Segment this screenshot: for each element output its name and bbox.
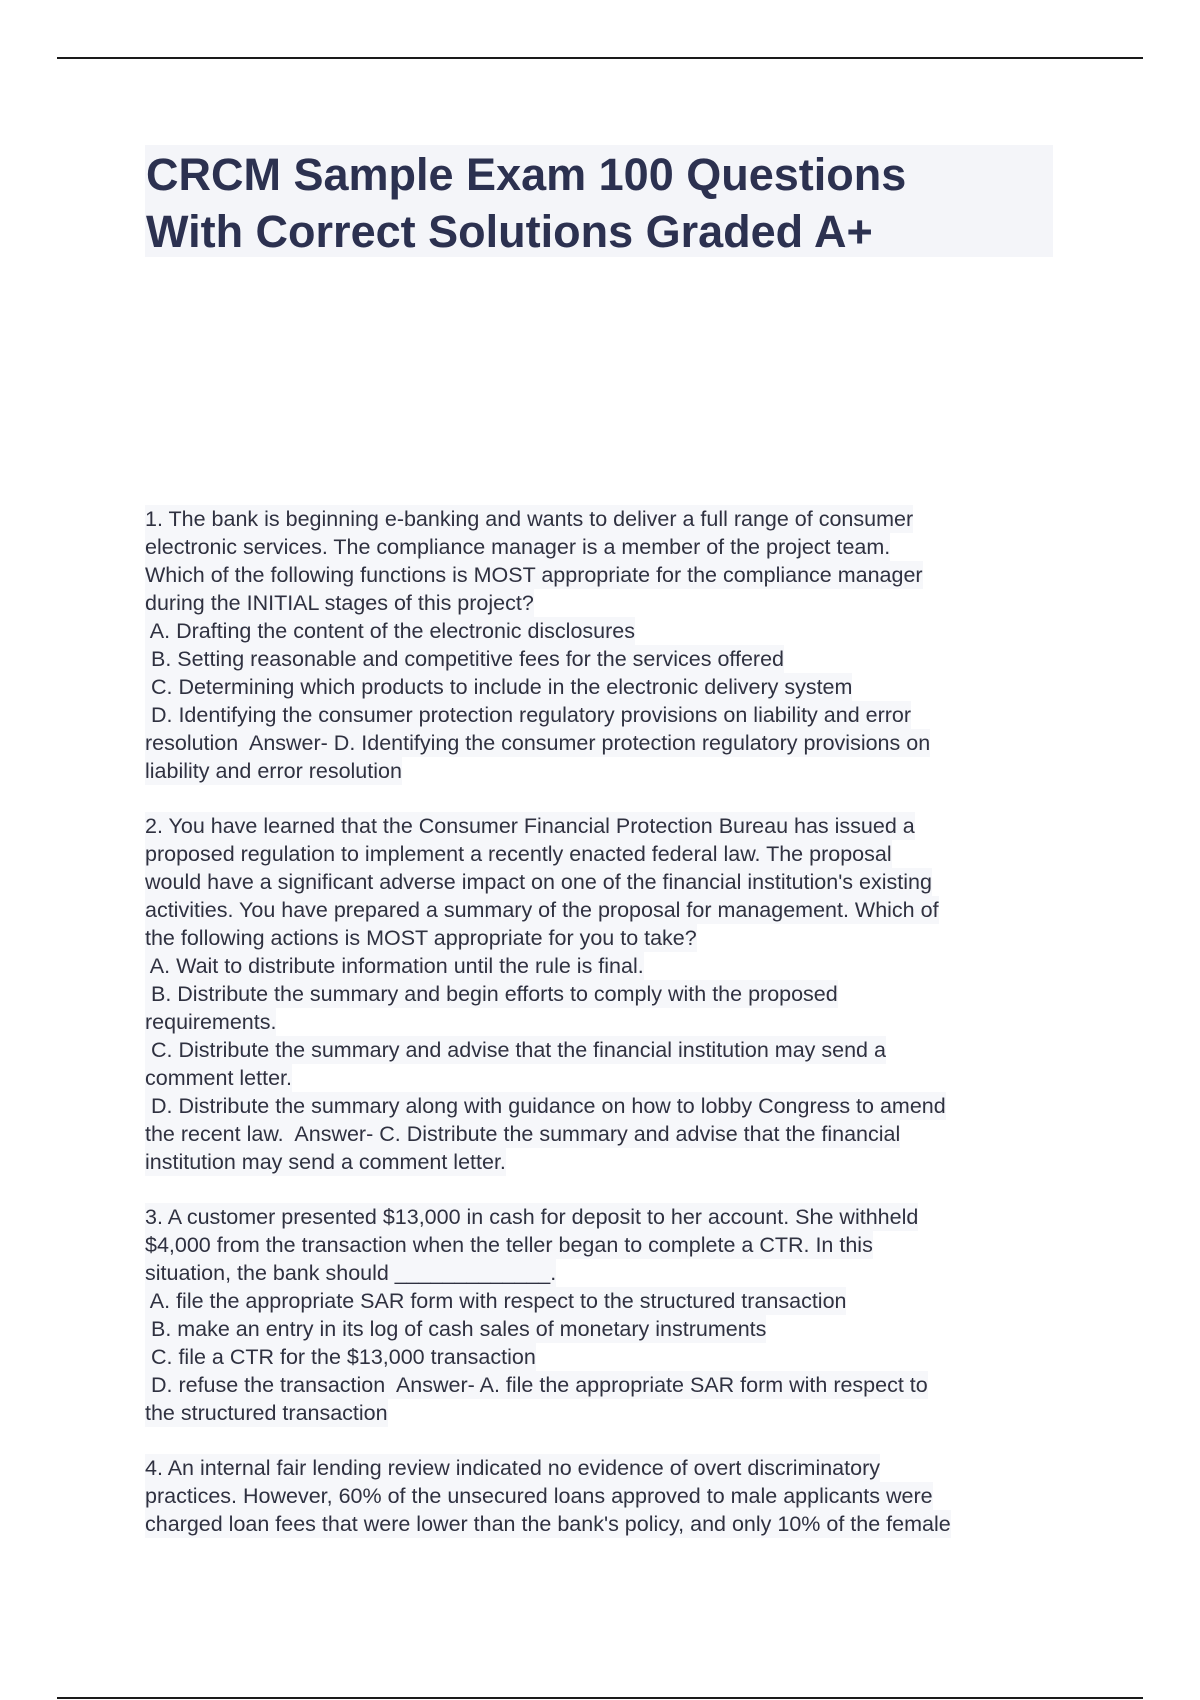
answer-option-d: D. Distribute the summary along with guidance on how to lobby Congress to amend xyxy=(145,1094,946,1118)
question-line: 3. A customer presented $13,000 in cash for deposit to her account. She withheld xyxy=(145,1205,919,1229)
answer-option-d: D. refuse the transaction Answer- A. file the appropriate SAR form with respect to xyxy=(145,1373,928,1397)
question-line: the following actions is MOST appropriate for you to take? xyxy=(145,926,697,950)
answer-option-b: B. make an entry in its log of cash sales of monetary instruments xyxy=(145,1317,767,1341)
question-line: proposed regulation to implement a recently enacted federal law. The proposal xyxy=(145,842,892,866)
bottom-rule xyxy=(57,1697,1143,1699)
question-line: would have a significant adverse impact on one of the financial institution's existing xyxy=(145,870,932,894)
question-line: 1. The bank is beginning e-banking and wants to deliver a full range of consumer xyxy=(145,507,914,531)
title-line: CRCM Sample Exam 100 Questions xyxy=(146,149,907,200)
answer-option-d: D. Identifying the consumer protection regulatory provisions on liability and error xyxy=(145,703,912,727)
answer-option-c: C. Determining which products to include in the electronic delivery system xyxy=(145,675,853,699)
question-line: 4. An internal fair lending review indicated no evidence of overt discriminatory xyxy=(145,1456,880,1480)
question-line: activities. You have prepared a summary of the proposal for management. Which of xyxy=(145,898,939,922)
answer-option-c: C. file a CTR for the $13,000 transaction xyxy=(145,1345,536,1369)
question-line: 2. You have learned that the Consumer Financial Protection Bureau has issued a xyxy=(145,814,915,838)
question-line: $4,000 from the transaction when the teller began to complete a CTR. In this xyxy=(145,1233,873,1257)
answer-option-b: B. Setting reasonable and competitive fees for the services offered xyxy=(145,647,784,671)
question-line: practices. However, 60% of the unsecured loans approved to male applicants were xyxy=(145,1484,933,1508)
answer-line: liability and error resolution xyxy=(145,759,402,783)
answer-option-c: comment letter. xyxy=(145,1066,292,1090)
answer-option-b: B. Distribute the summary and begin efforts to comply with the proposed xyxy=(145,982,838,1006)
top-rule xyxy=(57,57,1143,59)
question-line: Which of the following functions is MOST appropriate for the compliance manager xyxy=(145,563,923,587)
answer-option-a: A. Drafting the content of the electronic disclosures xyxy=(145,619,635,643)
answer-option-a: A. file the appropriate SAR form with respect to the structured transaction xyxy=(145,1289,847,1313)
question-line: during the INITIAL stages of this project? xyxy=(145,591,534,615)
answer-line: resolution Answer- D. Identifying the consumer protection regulatory provisions on xyxy=(145,731,931,755)
question-line: situation, the bank should _____________. xyxy=(145,1261,557,1285)
answer-option-a: A. Wait to distribute information until the rule is final. xyxy=(145,954,644,978)
question-3 xyxy=(145,1203,1060,1427)
question-line: electronic services. The compliance manager is a member of the project team. xyxy=(145,535,891,559)
question-list xyxy=(145,505,1060,1565)
answer-line: the recent law. Answer- C. Distribute the summary and advise that the financial xyxy=(145,1122,901,1146)
answer-line: the structured transaction xyxy=(145,1401,388,1425)
question-1 xyxy=(145,505,1060,785)
answer-option-c: C. Distribute the summary and advise that the financial institution may send a xyxy=(145,1038,886,1062)
question-line: charged loan fees that were lower than the bank's policy, and only 10% of the female xyxy=(145,1512,951,1536)
document-title xyxy=(146,146,1046,260)
question-4 xyxy=(145,1454,1060,1538)
answer-line: institution may send a comment letter. xyxy=(145,1150,506,1174)
question-2 xyxy=(145,812,1060,1176)
answer-option-b: requirements. xyxy=(145,1010,277,1034)
title-line: With Correct Solutions Graded A+ xyxy=(146,206,873,257)
